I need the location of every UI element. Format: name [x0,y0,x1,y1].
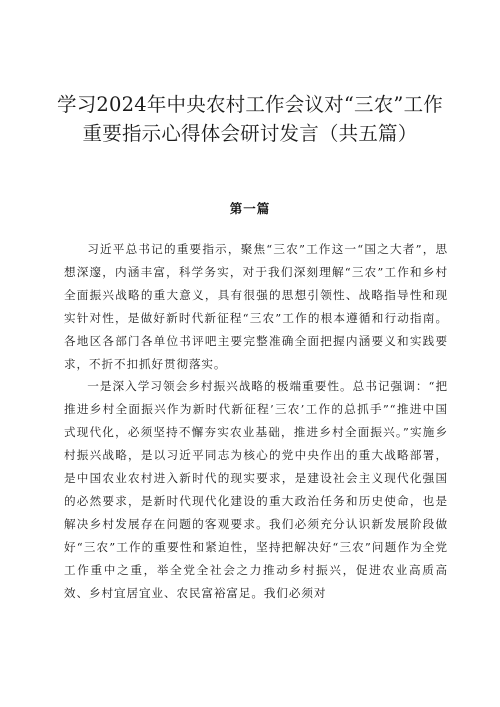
paragraph-intro: 习近平总书记的重要指示，聚焦“三农”工作这一“国之大者”，思想深邃，内涵丰富，科学务实，对于我们深刻理解“三农”工作和乡村全面振兴战略的重大意义，具有很强的思想引领性、战略指导性和现实针对性，是做好新时代新征程“三农”工作的根本遵循和行动指南。各地区各部门各单位书评吧主要完整准确全面把握内涵要义和实践要求，不折不扣抓好贯彻落实。 [64,242,448,371]
document-body [64,238,448,605]
document-title: 学习2024年中央农村工作会议对“三农”工作重要指示心得体会研讨发言（共五篇） [57,93,443,145]
section-heading: 第一篇 [229,201,271,216]
paragraph-point-one: 一是深入学习领会乡村振兴战略的极端重要性。总书记强调：“把推进乡村全面振兴作为新时代新征程’三农’工作的总抓手”“推进中国式现代化，必须坚持不懈夯实农业基础，推进乡村全面振兴。”实施乡村振兴战略，是以习近平同志为核心的党中央作出的重大战略部署，是中国农业农村进入新时代的现实要求，是建设社会主义现代化强国的必然要求，是新时代现代化建设的重大政治任务和历史使命，也是解决乡村发展存在问题的客观要求。我们必须充分认识新发展阶段做好“三农”工作的重要性和紧迫性，坚持把解决好“三农”问题作为全党工作重中之重，举全党全社会之力推动乡村振兴，促进农业高质高效、乡村宜居宜业、农民富裕富足。我们必须对 [64,379,448,600]
